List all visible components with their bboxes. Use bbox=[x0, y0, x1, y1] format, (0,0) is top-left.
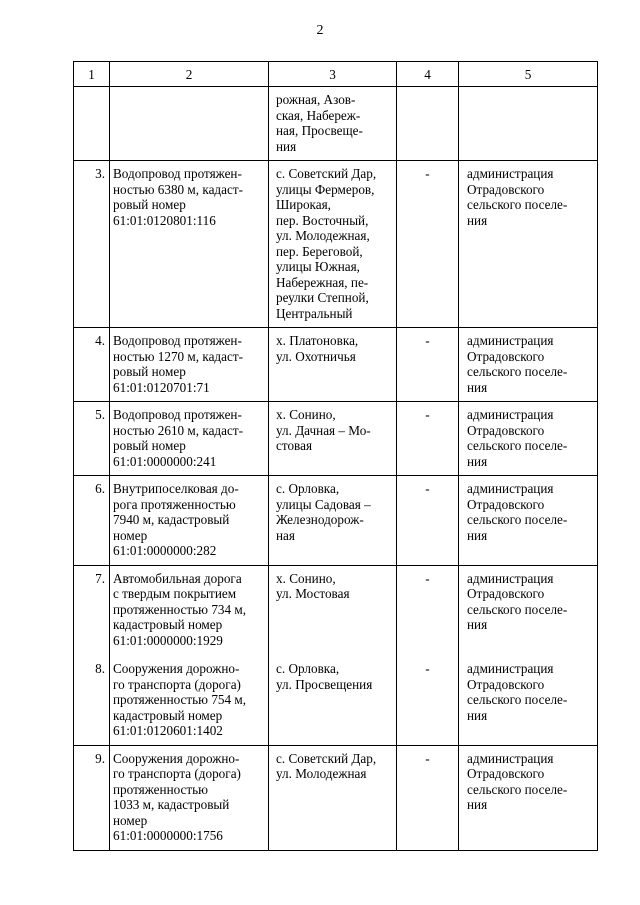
owner: администрация Отрадовского сельского поселе- ния bbox=[467, 661, 568, 723]
object-address: с. Орловка, улицы Садовая – Железнодорож- ная bbox=[276, 481, 371, 543]
table-row bbox=[74, 87, 598, 161]
object-description: Водопровод протяжен- ностью 2610 м, кадаст- ровый номер 61:01:0000000:241 bbox=[113, 407, 244, 469]
row-number: 3. bbox=[95, 166, 105, 181]
table-row bbox=[74, 161, 598, 328]
owner: администрация Отрадовского сельского поселе- ния bbox=[467, 333, 568, 395]
object-description: Сооружения дорожно- го транспорта (дорога) протяженностью 754 м, кадастровый номер 61:01:0120601:1402 bbox=[113, 661, 247, 738]
owner: администрация Отрадовского сельского поселе- ния bbox=[467, 570, 568, 632]
table-row bbox=[74, 745, 598, 850]
row-mark: - bbox=[425, 661, 430, 676]
row-number: 4. bbox=[95, 333, 105, 348]
column-header: 5 bbox=[459, 62, 598, 87]
row-mark: - bbox=[425, 333, 430, 348]
row-number: 7. bbox=[95, 570, 105, 586]
object-description bbox=[113, 87, 266, 98]
owner: администрация Отрадовского сельского поселе- ния bbox=[467, 750, 568, 812]
object-description: Водопровод протяжен- ностью 1270 м, кадаст- ровый номер 61:01:0120701:71 bbox=[113, 333, 244, 395]
column-header: 2 bbox=[110, 62, 269, 87]
owner: администрация Отрадовского сельского поселе- ния bbox=[467, 407, 568, 469]
property-table bbox=[73, 61, 598, 851]
object-address: рожная, Азов- ская, Набереж- ная, Просвеще- ния bbox=[276, 92, 363, 154]
object-address: с. Советский Дар, ул. Молодежная bbox=[276, 750, 377, 781]
object-address: х. Сонино, ул. Дачная – Мо- стовая bbox=[276, 407, 371, 453]
table-row bbox=[74, 565, 598, 655]
table-row bbox=[74, 655, 598, 745]
row-number: 5. bbox=[95, 407, 105, 422]
object-description: Водопровод протяжен- ностью 6380 м, кадаст- ровый номер 61:01:0120801:116 bbox=[113, 166, 244, 228]
object-description: Сооружения дорожно- го транспорта (дорога) протяженностью 1033 м, кадастровый номер 61:01:0000000:1756 bbox=[113, 750, 241, 843]
object-address: х. Сонино, ул. Мостовая bbox=[276, 570, 350, 601]
owner bbox=[467, 87, 595, 98]
row-mark: - bbox=[425, 570, 430, 586]
column-header: 1 bbox=[74, 62, 110, 87]
row-mark bbox=[397, 87, 458, 98]
row-mark: - bbox=[425, 407, 430, 422]
column-header: 4 bbox=[397, 62, 459, 87]
owner: администрация Отрадовского сельского поселе- ния bbox=[467, 166, 568, 228]
row-mark: - bbox=[425, 481, 430, 496]
table-row bbox=[74, 328, 598, 402]
column-header: 3 bbox=[269, 62, 397, 87]
row-number: 9. bbox=[95, 750, 105, 766]
row-number: 8. bbox=[95, 661, 105, 676]
table-row bbox=[74, 402, 598, 476]
table-header-row bbox=[74, 62, 598, 87]
object-address: с. Орловка, ул. Просвещения bbox=[276, 661, 373, 692]
page-number: 2 bbox=[316, 23, 324, 38]
row-number: 6. bbox=[95, 481, 105, 496]
owner: администрация Отрадовского сельского поселе- ния bbox=[467, 481, 568, 543]
object-description: Внутрипоселковая до- рога протяженностью 7940 м, кадастровый номер 61:01:0000000:282 bbox=[113, 481, 239, 558]
object-address: с. Советский Дар, улицы Фермеров, Широкая, пер. Восточный, ул. Молодежная, пер. Береговой, улицы Южная, Набережная, пе- реулки Степной, Центральный bbox=[276, 166, 377, 321]
table-row bbox=[74, 476, 598, 566]
row-number bbox=[74, 87, 105, 98]
row-mark: - bbox=[425, 750, 430, 766]
object-address: х. Платоновка, ул. Охотничья bbox=[276, 333, 359, 364]
object-description: Автомобильная дорога с твердым покрытием протяженностью 734 м, кадастровый номер 61:01:0000000:1929 bbox=[113, 570, 247, 648]
row-mark: - bbox=[425, 166, 430, 181]
